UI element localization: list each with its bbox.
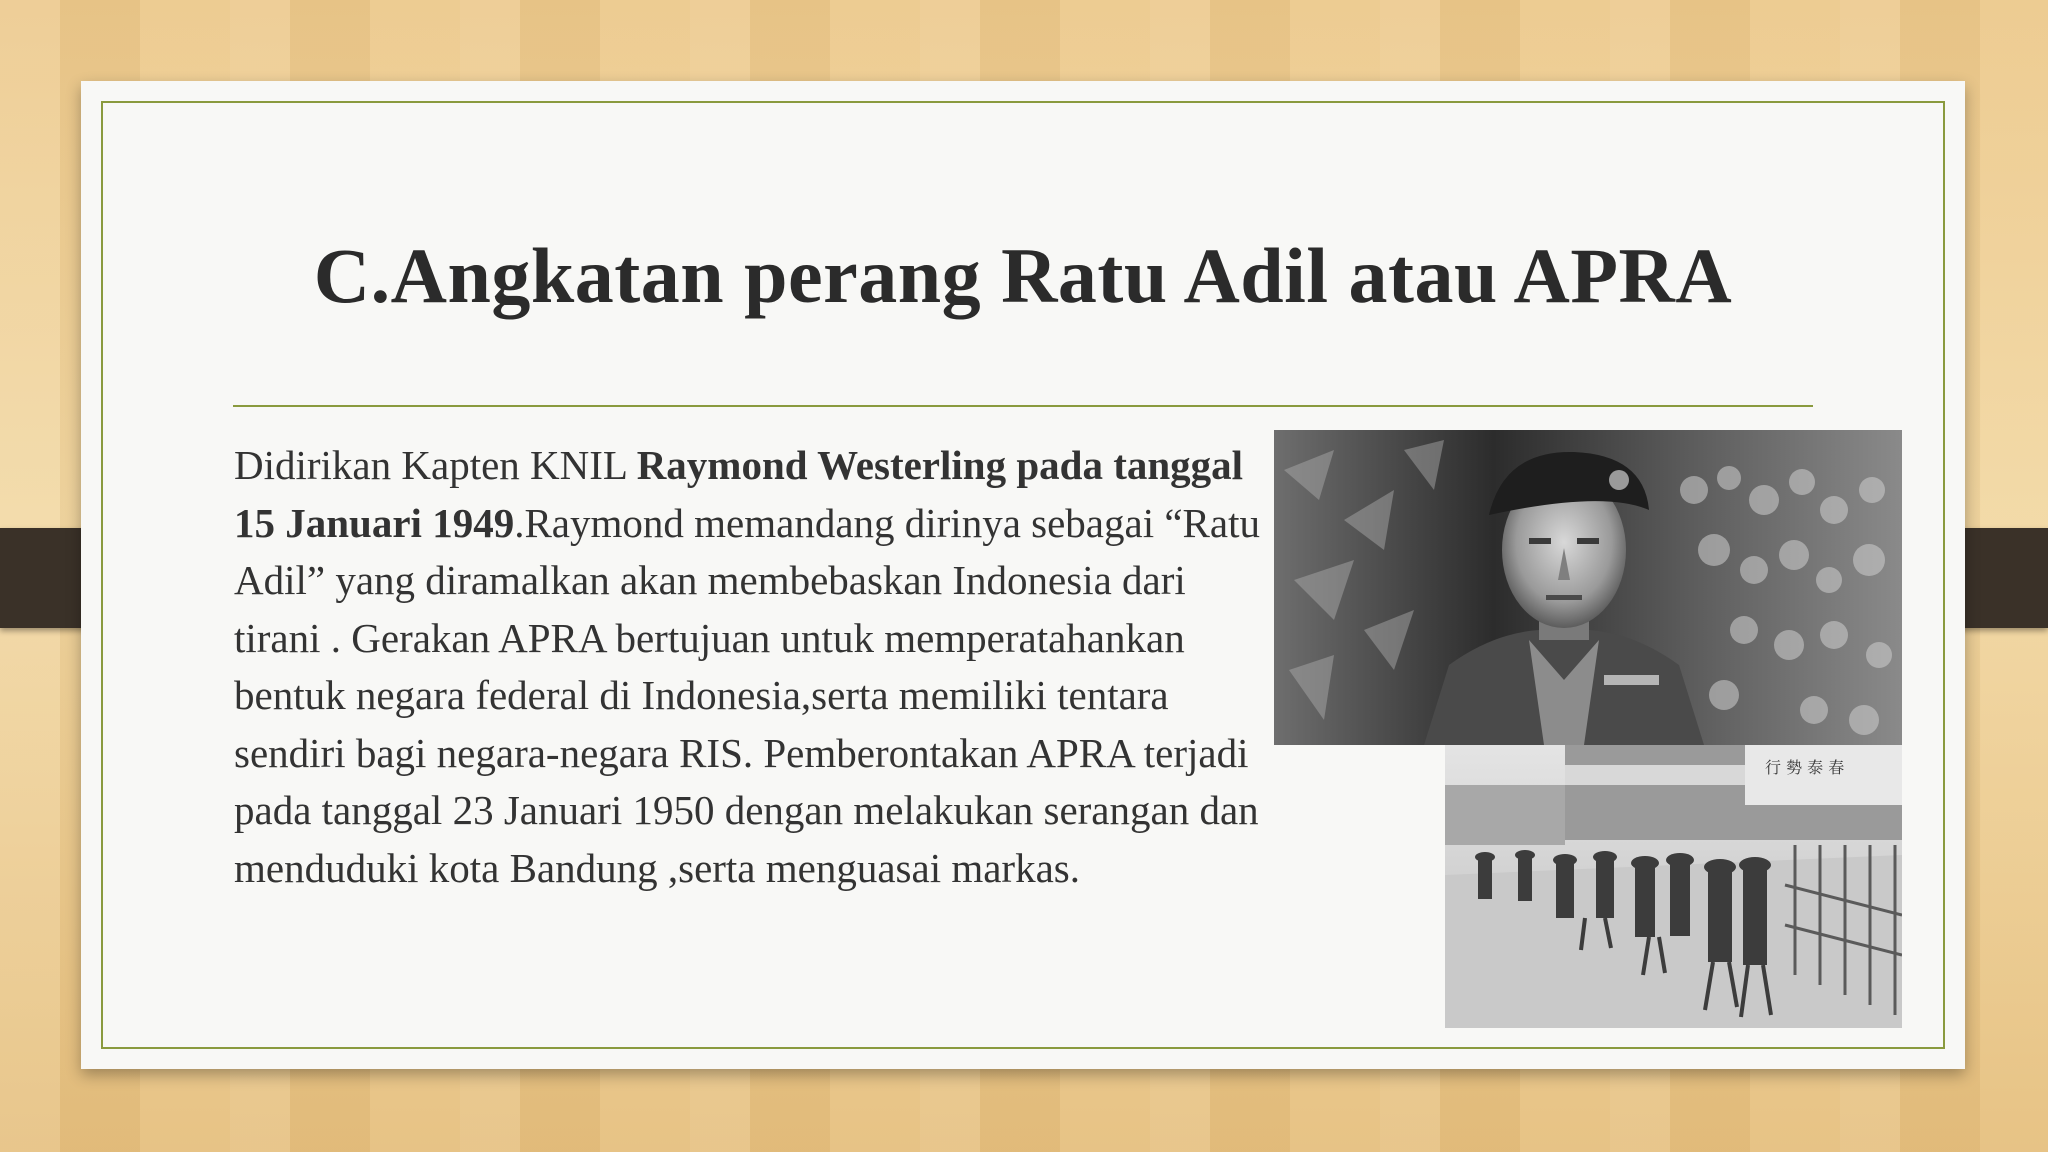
body-text-intro: Didirikan Kapten KNIL xyxy=(234,442,637,488)
slide-title: C.Angkatan perang Ratu Adil atau APRA xyxy=(313,232,1733,319)
westerling-portrait-photo xyxy=(1274,430,1902,745)
slide-card xyxy=(81,81,1965,1069)
body-paragraph xyxy=(234,437,1274,897)
marching-troops-photo xyxy=(1445,745,1902,1028)
body-text-bold: Raymond Westerling pada tanggal 15 Januari 1949 xyxy=(234,442,1244,546)
title-divider xyxy=(233,405,1813,407)
street-sign-text: 行 勢 泰 春 xyxy=(1765,758,1845,777)
body-text-rest: .Raymond memandang dirinya sebagai “Ratu Adil” yang diramalkan akan membebaskan Indonesia dari tirani . Gerakan APRA bertujuan untuk memperatahankan bentuk negara federal di Indonesia,serta memiliki tentara sendiri bagi negara-negara RIS. Pemberontakan APRA terjadi pada tanggal 23 Januari 1950 dengan melakukan serangan dan menduduki kota Bandung ,serta menguasai markas. xyxy=(234,499,1260,891)
